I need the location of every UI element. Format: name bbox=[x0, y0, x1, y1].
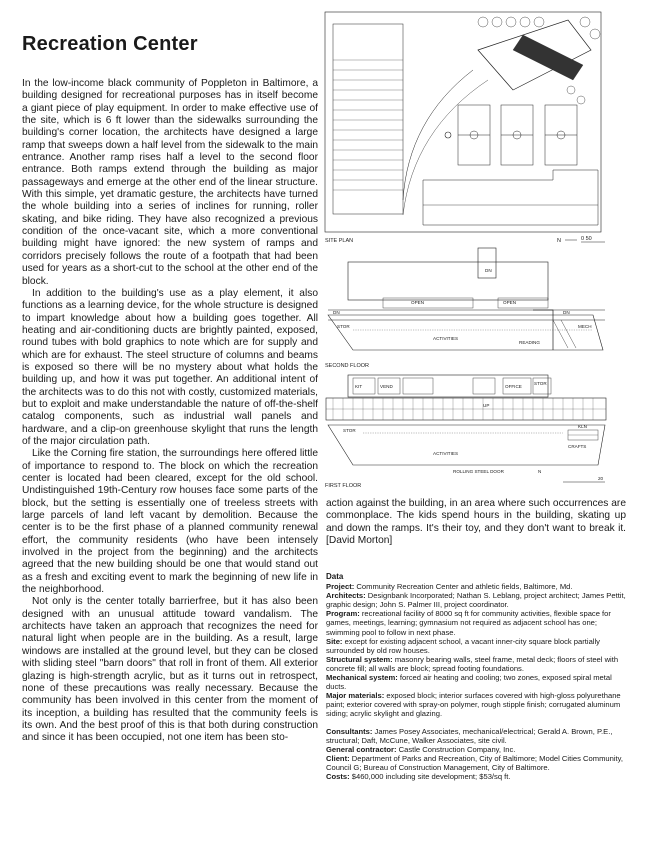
room-crafts: CRAFTS bbox=[568, 444, 587, 449]
data-item: General contractor: Castle Construction Company, Inc. bbox=[326, 744, 516, 754]
room-open-2: OPEN bbox=[503, 300, 517, 305]
room-mech: MECH bbox=[578, 324, 592, 329]
data-item: Program: recreational facility of 8000 sq ft for community activities, flexible space for games, meetings, learning; gymnasium not required as adjacent school has one; swimming pool to follow in next phase. bbox=[326, 609, 611, 637]
rolling-door-label: ROLLING STEEL DOOR bbox=[453, 469, 504, 474]
article-body-right bbox=[326, 498, 626, 547]
paragraph-1: In the low-income black community of Poppleton in Baltimore, a building designed for recreational purposes has in itself become a giant piece of play equipment. In order to make effective use of the site, which is 6 ft lower than the sidewalks surrounding the building's corner location, the architects have designed a large ramp that sweeps down a half level from the sidewalk to the main entrance. Another ramp rises half a level to the second floor entrance. Both ramps extend through the building as major passageways and emerge at the other end of the linear structure. With this simple, yet dramatic gesture, the architects have turned the whole building into a series of inclines for running, roller skating, and bike riding. They have also recognized a previous condition of the once-vacant site, which a more conventional building might have ignored: the new system of ramps and corridors precisely follows the route of a footpath that had been used for years as a short-cut to the school at the other end of the block. bbox=[22, 78, 318, 287]
room-kit: KIT bbox=[355, 384, 363, 389]
room-activities-2f: ACTIVITIES bbox=[433, 336, 459, 341]
paragraph-4: Not only is the center totally barrierfree, but it has also been designed with an unusual attitude toward vandalism. The architects have taken an approach that recognizes the need for natural light when people are in the building. As a result, large windows are installed at the ground level, but they can be closed with sliding steel "barn doors" that roll in front of them. All exterior glazing is high-strength acrylic, but as it turns out in retrospect, none of these precautions was really necessary. Because the community has been involved in this center from the moment of its inception, a building has resulted that the community feels is its own. And the best proof of this is that both during construction and since it has been occupied, not one item has been sto- bbox=[22, 596, 318, 744]
room-stor-1f-b: STOR bbox=[343, 428, 356, 433]
paragraph-5: action against the building, in an area where such occurrences are commonplace. The kids spend hours in the building, skating up and down the ramps. It's their toy, and they don't want to break it. [David Morton] bbox=[326, 498, 626, 547]
data-heading: Data bbox=[326, 572, 344, 581]
data-sheet bbox=[326, 572, 626, 781]
data-item: Costs: $460,000 including site development; $53/sq ft. bbox=[326, 771, 511, 781]
architectural-drawings bbox=[323, 10, 623, 490]
floor-scale-label: 20 bbox=[598, 476, 604, 481]
article-title: Recreation Center bbox=[22, 33, 198, 55]
room-reading: READING bbox=[519, 340, 540, 345]
room-stor-2f: STOR bbox=[337, 324, 350, 329]
room-kiln: KLN bbox=[578, 424, 587, 429]
room-open-1: OPEN bbox=[411, 300, 425, 305]
room-office: OFFICE bbox=[505, 384, 522, 389]
room-up: UP bbox=[483, 403, 490, 408]
room-dn-3: DN bbox=[563, 310, 570, 315]
data-item: Client: Department of Parks and Recreation, City of Baltimore; Model Cities Community, Council G; Bureau of Construction Management, City of Baltimore. bbox=[326, 753, 623, 772]
paragraph-3: Like the Corning fire station, the surroundings here offered little of importance to respond to. The block on which the recreation center is located had been cleared, except for the old school. Undistinguished 19th-Century row houses face some parts of the block, but the setting is essentially one of treeless streets with large parcels of land left vacant by demolition. Because the center is to be the first phase of a planned community renewal effort, the community residents (who have been intensely involved in the project from the beginning) and the architects agreed that the new building should be one that would stand out as a fresh and exciting event to mark the beginning of new life in the neighborhood. bbox=[22, 448, 318, 596]
first-floor-caption: FIRST FLOOR bbox=[325, 483, 362, 489]
north-arrow-label: N bbox=[557, 238, 561, 244]
data-item: Major materials: exposed block; interior surfaces covered with high-gloss polyurethane paint; exterior covered with spray-on polymer, rough stipple finish; corrugated aluminum siding; acrylic skylight and glazing. bbox=[326, 691, 621, 719]
site-scale-label: 0 50 bbox=[581, 236, 592, 242]
data-item: Consultants: James Posey Associates, mechanical/electrical; Gerald A. Brown, P.E., structural; Daft, McCune, Walker Associates, site civil. bbox=[326, 726, 613, 745]
data-item: Structural system: masonry bearing walls, steel frame, metal deck; floors of steel with concrete fill; all walls are block; spread footing foundations. bbox=[326, 654, 619, 673]
plans-svg bbox=[323, 10, 623, 490]
data-item: Site: except for existing adjacent school, a vacant inner-city square block partially surrounded by old row houses. bbox=[326, 636, 600, 655]
room-activities-1f: ACTIVITIES bbox=[433, 451, 459, 456]
site-plan-drawing bbox=[325, 12, 601, 232]
room-dn-1: DN bbox=[333, 310, 340, 315]
north-arrow-label-floor: N bbox=[538, 469, 542, 474]
article-body-left bbox=[22, 78, 318, 745]
data-item: Mechanical system: forced air heating and cooling; two zones, exposed spiral metal ducts. bbox=[326, 673, 612, 692]
first-floor-drawing bbox=[326, 375, 606, 465]
second-floor-drawing bbox=[328, 248, 605, 350]
room-dn-2: DN bbox=[485, 268, 492, 273]
room-stor-1f-a: STOR bbox=[534, 381, 547, 386]
data-item: Project: Community Recreation Center and athletic fields, Baltimore, Md. bbox=[326, 582, 573, 592]
site-plan-caption: SITE PLAN bbox=[325, 238, 354, 244]
data-item: Architects: Designbank Incorporated; Nathan S. Leblang, project architect; James Pettit, graphic design; John S. Palmer III, project coordinator. bbox=[326, 591, 626, 610]
second-floor-caption: SECOND FLOOR bbox=[325, 363, 370, 369]
room-vend: VEND bbox=[380, 384, 393, 389]
paragraph-2: In addition to the building's use as a play element, it also functions as a learning device, for the whole structure is designed to impart knowledge about how a building goes together. All heating and air-conditioning ducts are brightly painted, exposed, round tubes with bold graphics to note which are for supply and which are for exhaust. The steel structure of columns and beams is exposed so there will be no mystery about what holds the building up, and how it was put together. An additional intent of the architects was to do this not with costly, customized materials, but to exploit and make understandable the nature of off-the-shelf catalog components, such as industrial wall panels and hardware, and a clip-on greenhouse skylight that runs the length of the major circulation path. bbox=[22, 287, 318, 447]
